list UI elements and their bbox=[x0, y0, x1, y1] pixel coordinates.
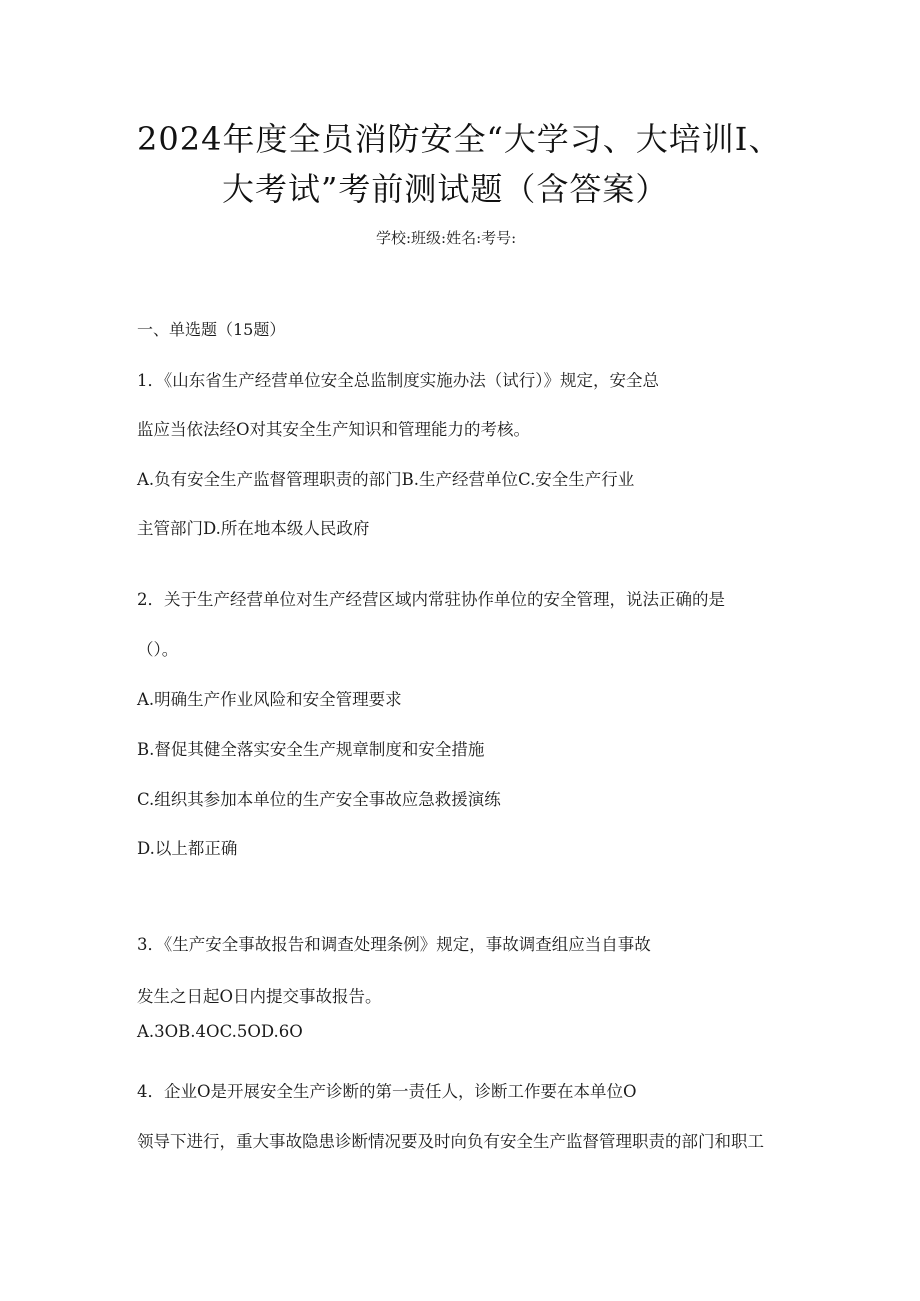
question-text: 4．企业O是开展安全生产诊断的第一责任人，诊断工作要在本单位O bbox=[137, 1082, 637, 1101]
question-text-continued: 领导下进行，重大事故隐患诊断情况要及时向负有安全生产监督管理职责的部门和职工 bbox=[137, 1132, 764, 1151]
question-options-continued: 主管部门D.所在地本级人民政府 bbox=[137, 519, 370, 538]
question-text-continued: 监应当依法经O对其安全生产知识和管理能力的考核。 bbox=[137, 420, 531, 439]
question-text-continued: 发生之日起O日内提交事故报告。 bbox=[137, 987, 382, 1006]
student-info-fields: 学校:班级:姓名:考号: bbox=[376, 229, 517, 247]
section-heading: 一、单选题（15题） bbox=[137, 320, 286, 339]
title-line-1: 2024年度全员消防安全“大学习、大培训I、 bbox=[137, 120, 782, 158]
question-text: 2．关于生产经营单位对生产经营区域内常驻协作单位的安全管理，说法正确的是 bbox=[137, 590, 725, 609]
question-options: A.3OB.4OC.5OD.6O bbox=[137, 1022, 303, 1041]
question-text-continued: （）。 bbox=[137, 640, 179, 659]
question-text: 1．《山东省生产经营单位安全总监制度实施办法（试行）》规定，安全总 bbox=[137, 371, 659, 390]
question-text: 3．《生产安全事故报告和调查处理条例》规定，事故调查组应当自事故 bbox=[137, 935, 651, 954]
option-a: A.明确生产作业风险和安全管理要求 bbox=[137, 690, 402, 709]
option-b: B.督促其健全落实安全生产规章制度和安全措施 bbox=[137, 740, 485, 759]
question-options: A.负有安全生产监督管理职责的部门B.生产经营单位C.安全生产行业 bbox=[137, 470, 635, 489]
title-line-2: 大考试”考前测试题（含答案） bbox=[222, 170, 669, 208]
option-d: D.以上都正确 bbox=[137, 839, 238, 858]
option-c: C.组织其参加本单位的生产安全事故应急救援演练 bbox=[137, 790, 501, 809]
